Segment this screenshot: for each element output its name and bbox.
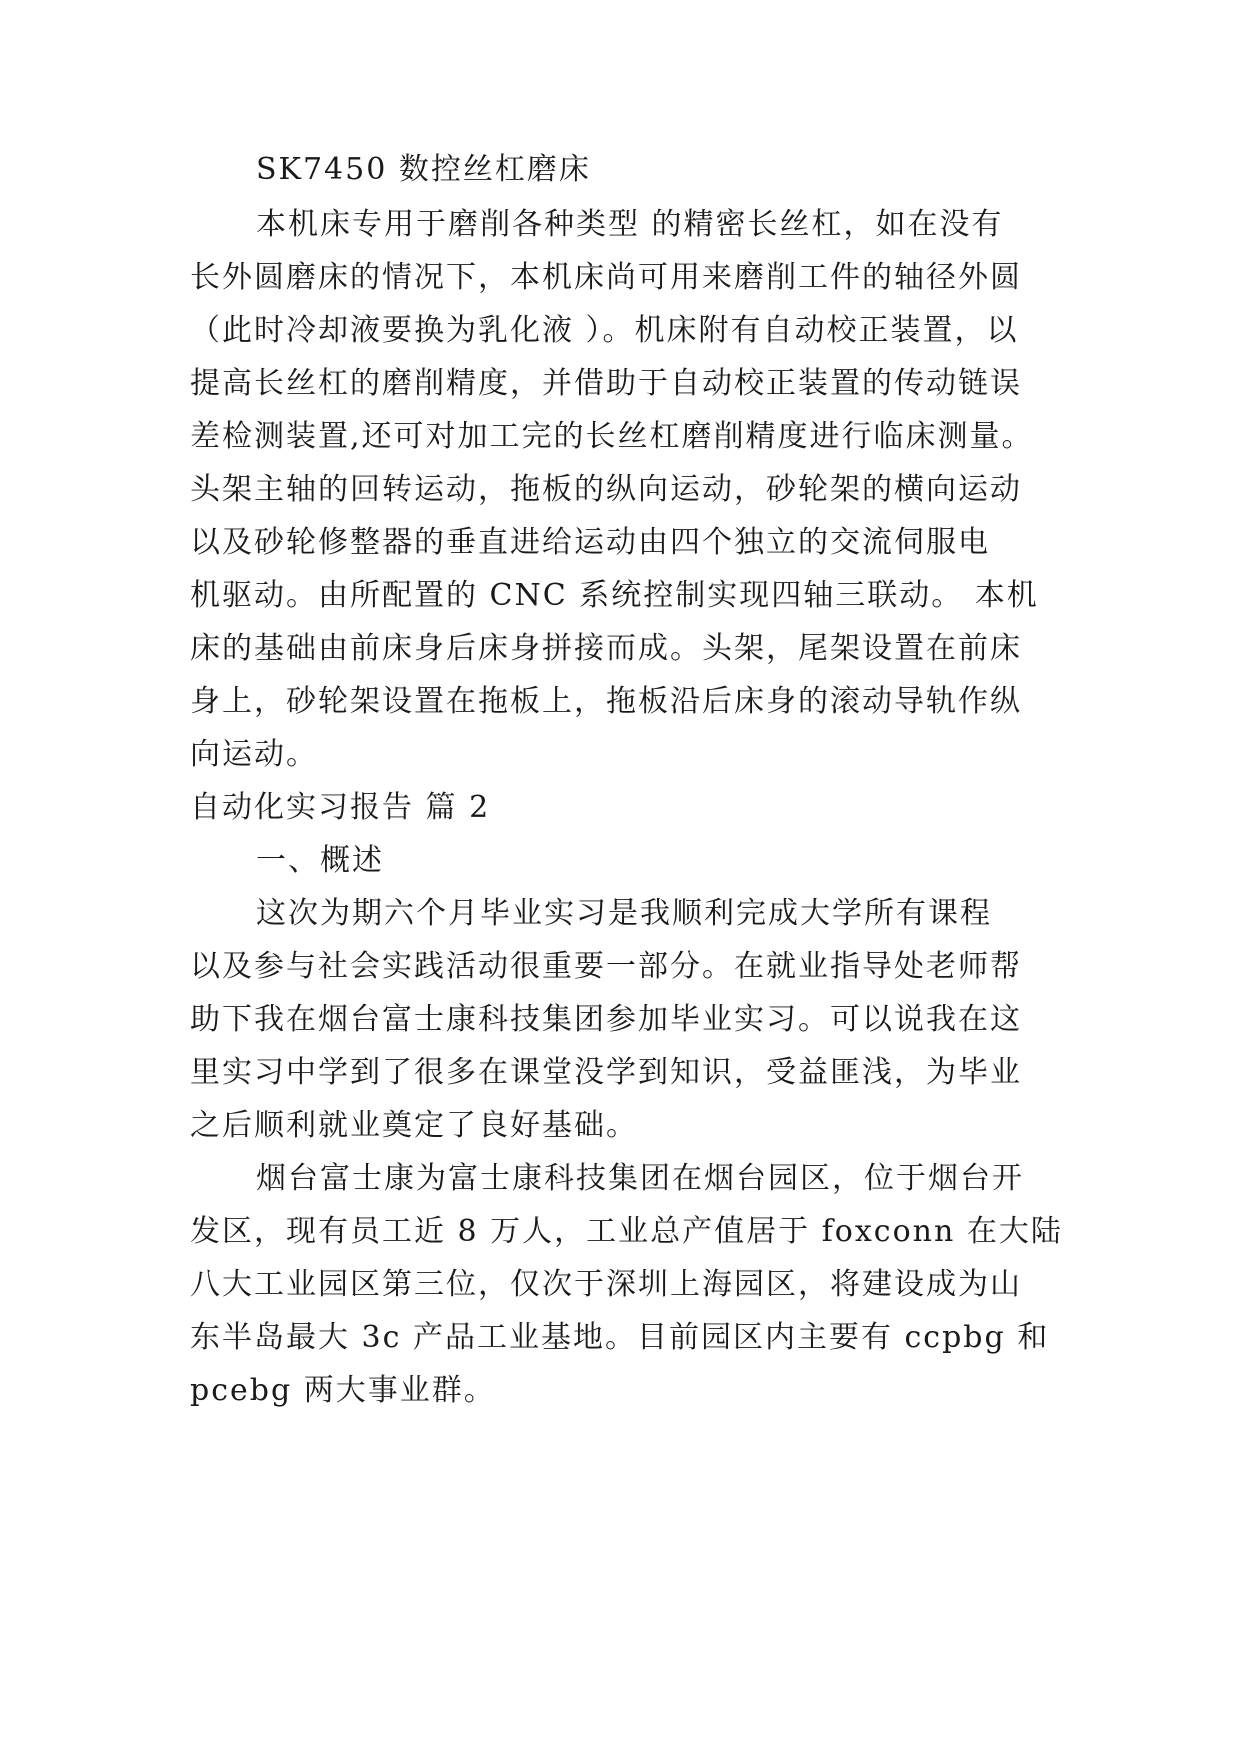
paragraph-line: 床的基础由前床身后床身拼接而成。头架，尾架设置在前床 (190, 631, 1022, 666)
paragraph-line: 向运动。 (190, 737, 318, 772)
paragraph-line: 长外圆磨床的情况下，本机床尚可用来磨削工件的轴径外圆 (190, 260, 1022, 295)
paragraph-line: 以及砂轮修整器的垂直进给运动由四个独立的交流伺服电 (190, 525, 990, 560)
paragraph-line: 机驱动。由所配置的 CNC 系统控制实现四轴三联动。 本机 (190, 578, 1039, 613)
paragraph-line: 烟台富士康为富士康科技集团在烟台园区，位于烟台开 (256, 1161, 1024, 1196)
paragraph-line: 头架主轴的回转运动，拖板的纵向运动，砂轮架的横向运动 (190, 472, 1022, 507)
paragraph-line: 东半岛最大 3c 产品工业基地。目前园区内主要有 ccpbg 和 (190, 1320, 1050, 1355)
paragraph-line: 以及参与社会实践活动很重要一部分。在就业指导处老师帮 (190, 949, 1022, 984)
paragraph-line: 差检测装置,还可对加工完的长丝杠磨削精度进行临床测量。 (190, 419, 1034, 454)
paragraph-line: 身上，砂轮架设置在拖板上，拖板沿后床身的滚动导轨作纵 (190, 684, 1022, 719)
paragraph-line: 助下我在烟台富士康科技集团参加毕业实习。可以说我在这 (190, 1002, 1022, 1037)
paragraph-line: 之后顺利就业奠定了良好基础。 (190, 1108, 638, 1143)
paragraph-line: pcebg 两大事业群。 (190, 1373, 496, 1408)
paragraph-line: 里实习中学到了很多在课堂没学到知识，受益匪浅，为毕业 (190, 1055, 1022, 1090)
paragraph-line: 八大工业园区第三位，仅次于深圳上海园区，将建设成为山 (190, 1267, 1022, 1302)
paragraph-line: 提高长丝杠的磨削精度，并借助于自动校正装置的传动链误 (190, 366, 1022, 401)
section-title: SK7450 数控丝杠磨床 (256, 152, 591, 187)
paragraph-line: （此时冷却液要换为乳化液 ）。机床附有自动校正装置，以 (190, 313, 1019, 348)
paragraph-line: 发区，现有员工近 8 万人，工业总产值居于 foxconn 在大陆 (190, 1214, 1063, 1249)
paragraph-line: 这次为期六个月毕业实习是我顺利完成大学所有课程 (256, 896, 992, 931)
report-heading: 自动化实习报告 篇 2 (190, 790, 491, 825)
subsection-heading: 一、概述 (256, 843, 384, 878)
paragraph-line: 本机床专用于磨削各种类型 的精密长丝杠，如在没有 (256, 207, 1004, 242)
